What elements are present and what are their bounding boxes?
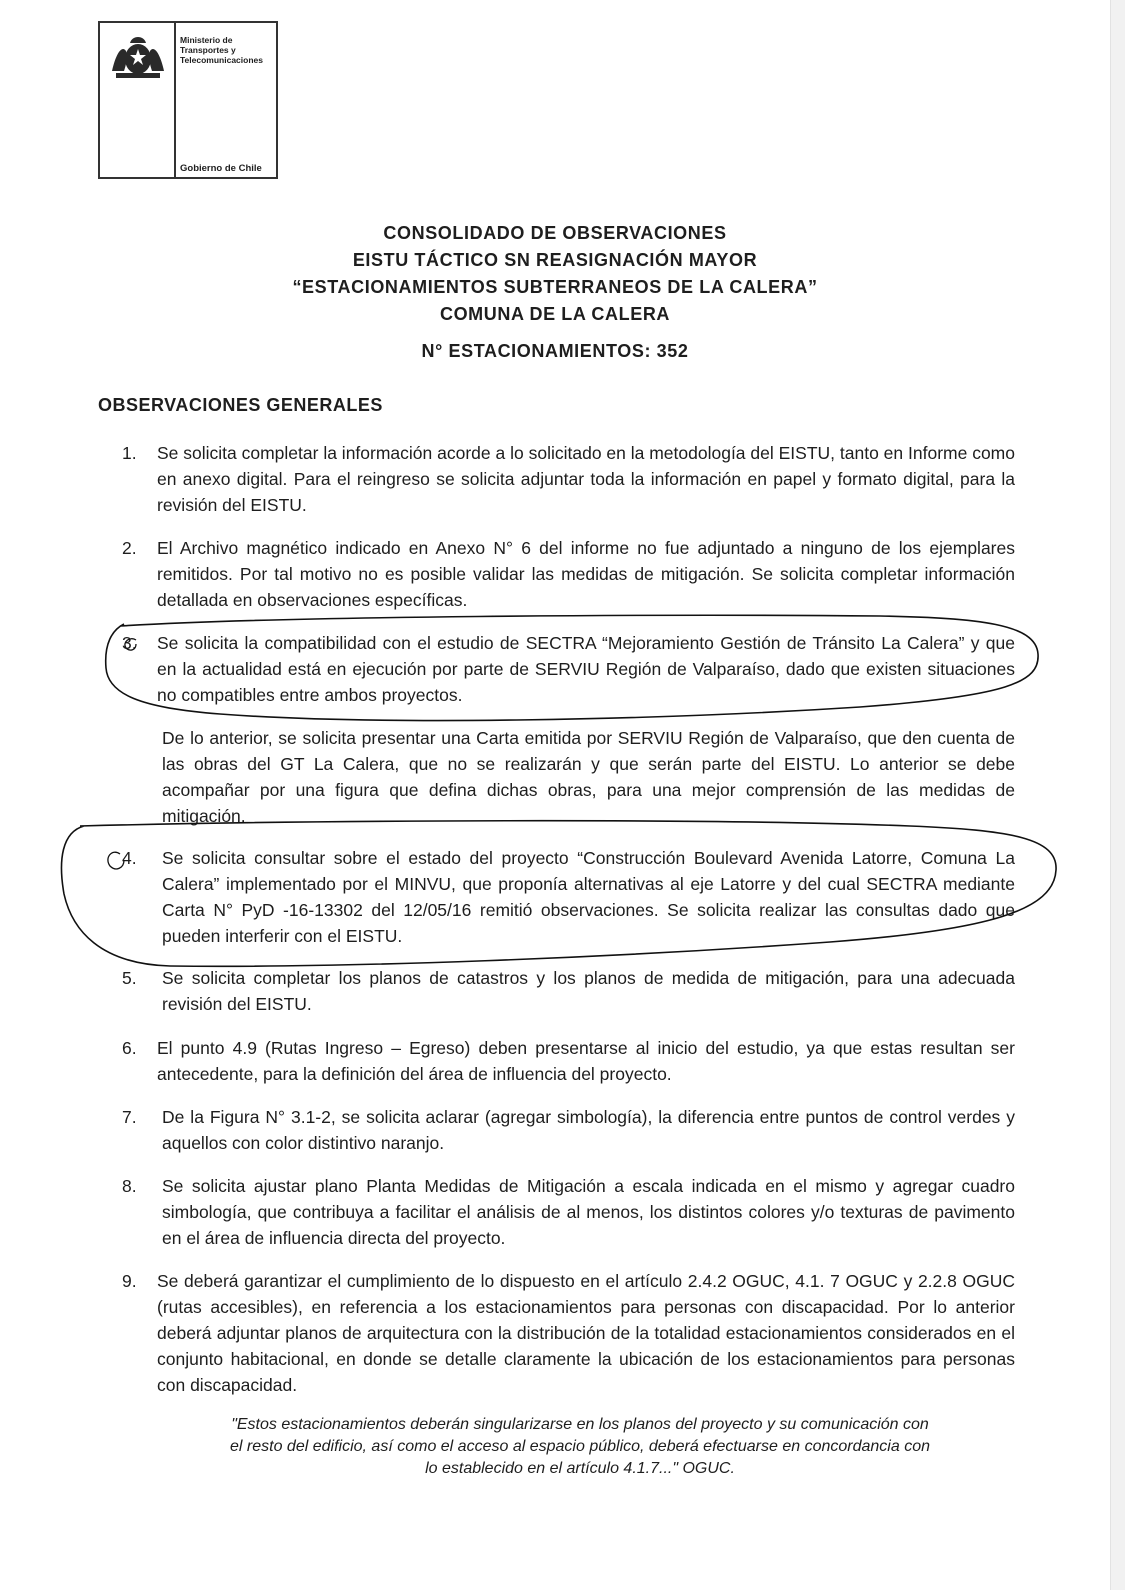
item-text: Se solicita consultar sobre el estado del proyecto “Construcción Boulevard Avenida Latorre, Comuna La Calera” implementado por el MINVU, que proponía alternativas al eje Latorre y del cual SECTRA mediante Carta N° PyD -16-13302 del 12/05/16 remitió observaciones. Se solicita realizar las consultas dado que pueden interferir con el EISTU. bbox=[162, 848, 1015, 946]
parking-count: N° ESTACIONAMIENTOS: 352 bbox=[421, 341, 689, 361]
observation-item-9 bbox=[122, 1268, 1015, 1398]
item-number: 2. bbox=[122, 538, 137, 558]
observation-item-4 bbox=[122, 845, 1015, 949]
quote-line-3: lo establecido en el artículo 4.1.7..." OGUC. bbox=[425, 1460, 735, 1477]
ministry-line-2: Transportes y bbox=[180, 45, 236, 55]
item-number: 7. bbox=[122, 1107, 137, 1127]
item-text: Se solicita ajustar plano Planta Medidas de Mitigación a escala indicada en el mismo y agregar cuadro simbología, que contribuya a facilitar el análisis de al menos, los distintos colores y/o texturas de pavimento en el área de influencia directa del proyecto. bbox=[162, 1176, 1015, 1248]
item-number: 4. bbox=[122, 848, 137, 868]
item-text: Se solicita completar los planos de catastros y los planos de medida de mitigación, para una adecuada revisión del EISTU. bbox=[162, 968, 1015, 1014]
title-line-4: COMUNA DE LA CALERA bbox=[439, 304, 671, 324]
observation-item-6 bbox=[122, 1035, 1015, 1087]
item-number: 8. bbox=[122, 1176, 137, 1196]
observation-item-2 bbox=[122, 535, 1015, 613]
title-line-3: “ESTACIONAMIENTOS SUBTERRANEOS DE LA CALERA” bbox=[292, 277, 818, 297]
observation-item-7 bbox=[122, 1104, 1015, 1156]
observation-item-1 bbox=[122, 440, 1015, 518]
item-text: De la Figura N° 3.1-2, se solicita aclarar (agregar simbología), la diferencia entre puntos de control verdes y aquellos con color distintivo naranjo. bbox=[162, 1107, 1015, 1153]
item-text: Se solicita completar la información acorde a lo solicitado en la metodología del EISTU, tanto en Informe como en anexo digital. Para el reingreso se solicita adjuntar toda la información en papel y formato digital, para la revisión del EISTU. bbox=[157, 443, 1015, 515]
item-number: 9. bbox=[122, 1271, 137, 1291]
observation-item-3 bbox=[122, 630, 1015, 708]
item-text: De lo anterior, se solicita presentar una Carta emitida por SERVIU Región de Valparaíso, que den cuenta de las obras del GT La Calera, que no se realizarán y que serán parte del EISTU. Lo anterior se debe acompañar por una figura que defina dichas obras, para una mejor comprensión de las medidas de mitigación. bbox=[162, 728, 1015, 826]
item-number: 3. bbox=[122, 633, 137, 653]
title-line-2: EISTU TÁCTICO SN REASIGNACIÓN MAYOR bbox=[352, 250, 758, 270]
title-line-1: CONSOLIDADO DE OBSERVACIONES bbox=[383, 223, 727, 243]
quote-line-1: "Estos estacionamientos deberán singularizarse en los planos del proyecto y su comunicación con bbox=[231, 1416, 929, 1433]
observation-item-8 bbox=[122, 1173, 1015, 1251]
item-text: El punto 4.9 (Rutas Ingreso – Egreso) deben presentarse al inicio del estudio, ya que estas resultan ser antecedente, para la definición del área de influencia del proyecto. bbox=[157, 1038, 1015, 1084]
item-text: Se solicita la compatibilidad con el estudio de SECTRA “Mejoramiento Gestión de Tránsito La Calera” y que en la actualidad está en ejecución por parte de SERVIU Región de Valparaíso, dado que existen situaciones no compatibles entre ambos proyectos. bbox=[157, 633, 1015, 705]
item-text: El Archivo magnético indicado en Anexo N° 6 del informe no fue adjuntado a ninguno de los ejemplares remitidos. Por tal motivo no es posible validar las medidas de mitigación. Se solicita completar información detallada en observaciones específicas. bbox=[157, 538, 1015, 610]
logo-divider bbox=[174, 23, 176, 177]
observation-item-3-continuation bbox=[162, 725, 1015, 829]
document-title bbox=[150, 220, 960, 365]
government-label: Gobierno de Chile bbox=[180, 163, 262, 174]
item-number: 6. bbox=[122, 1038, 137, 1058]
ministry-name bbox=[180, 35, 275, 65]
chile-coat-of-arms-icon bbox=[106, 31, 170, 83]
ministry-line-1: Ministerio de bbox=[180, 35, 233, 45]
item-number: 1. bbox=[122, 443, 137, 463]
section-heading: OBSERVACIONES GENERALES bbox=[98, 395, 383, 415]
observation-item-5 bbox=[122, 965, 1015, 1017]
ministry-logo bbox=[98, 21, 278, 179]
ministry-line-3: Telecomunicaciones bbox=[180, 55, 263, 65]
item-number: 5. bbox=[122, 968, 137, 988]
page-edge bbox=[1110, 0, 1125, 1590]
ogc-quote bbox=[155, 1414, 1005, 1480]
item-text: Se deberá garantizar el cumplimiento de lo dispuesto en el artículo 2.4.2 OGUC, 4.1. 7 OGUC y 2.2.8 OGUC (rutas accesibles), en referencia a los estacionamientos para personas con discapacidad. Por lo anterior deberá adjuntar planos de arquitectura con la distribución de la totalidad estacionamientos considerados en el conjunto habitacional, en donde se detalle claramente la ubicación de los estacionamientos para personas con discapacidad. bbox=[157, 1271, 1015, 1395]
quote-line-2: el resto del edificio, así como el acceso al espacio público, deberá efectuarse en concordancia con bbox=[230, 1438, 930, 1455]
